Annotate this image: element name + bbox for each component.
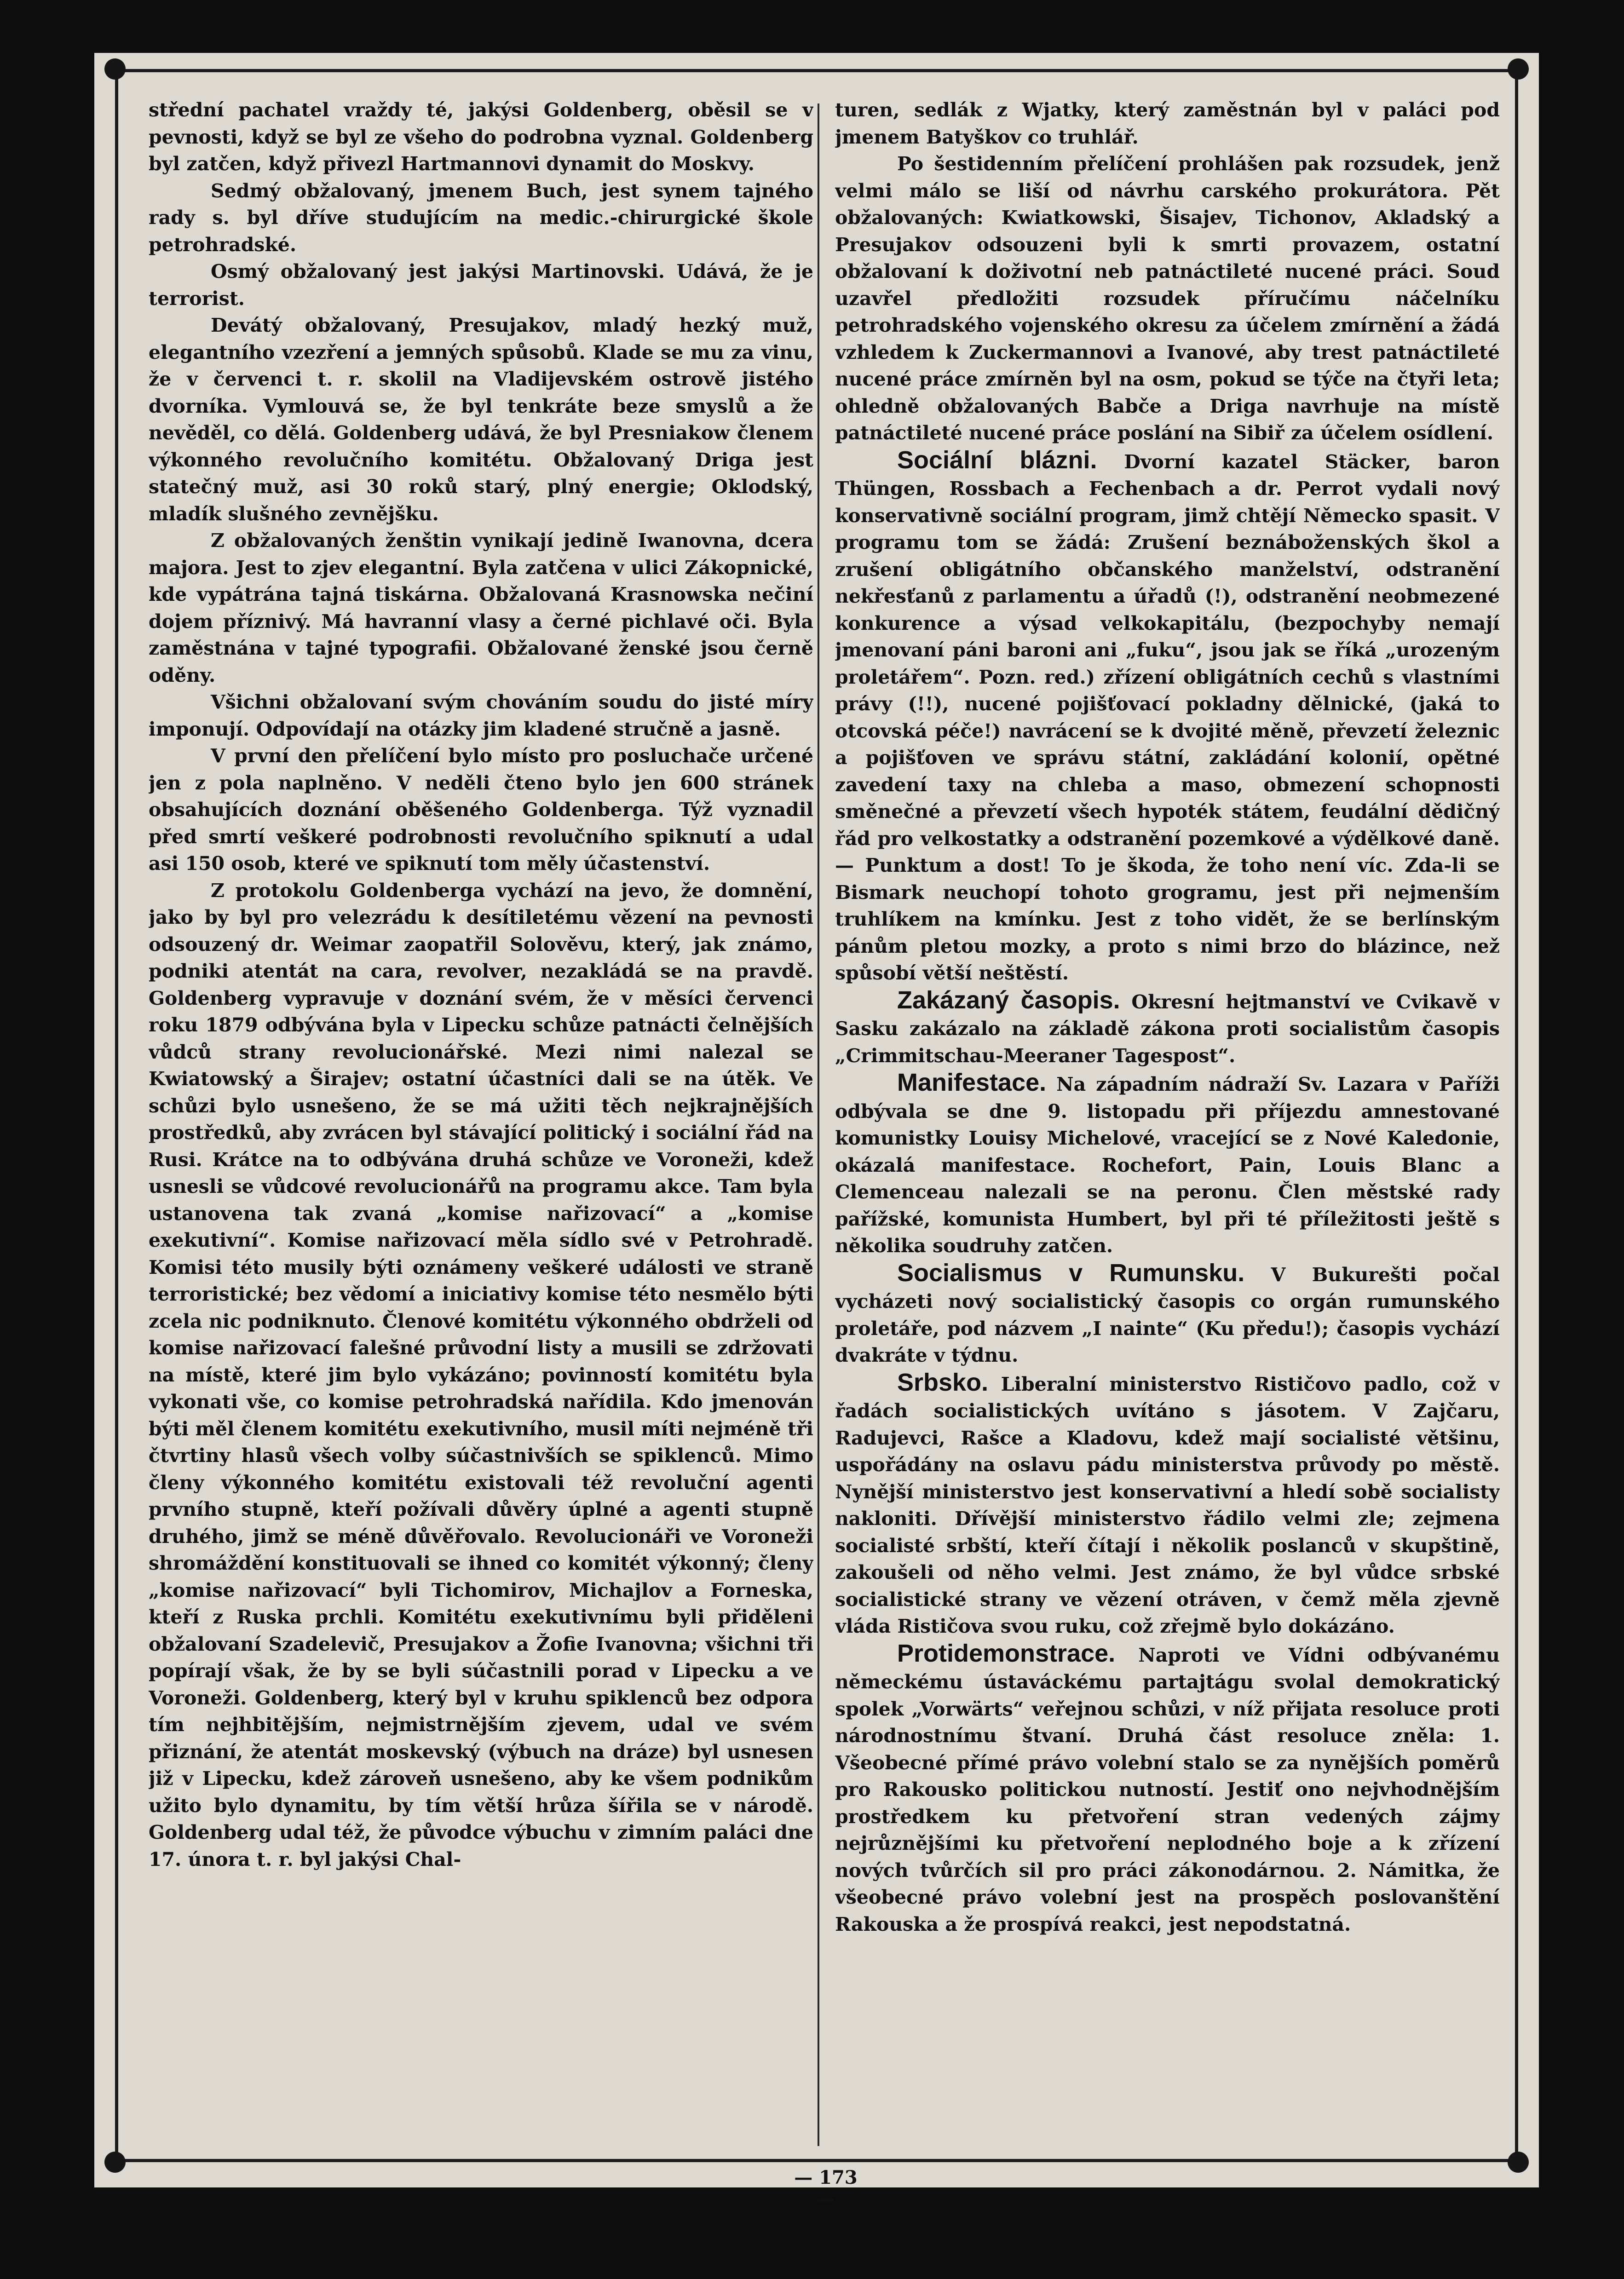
paragraph-text: Liberalní ministerstvo Rističovo padlo, což v řadách socialistických uvítáno s jásotem. V Zajčaru, Radujevci, Rašce a Kladovu, kdež mají socialisté většinu, uspořádány na oslavu pádu ministerstva průvody po městě. Nynější ministerstvo jest konservativní a hledí sobě socialisty nakloniti. Dřívější ministerstvo řádilo velmi zle; zejmena socialisté srbští, kteří čítají i několik poslanců v skupštině, zakoušeli od něho velmi. Jest známo, že byl vůdce srbské socialistické strany ve vězení otráven, v čemž měla zjevně vláda Rističova svou ruku, což zřejmě bylo dokázáno. bbox=[835, 1373, 1500, 1637]
paragraph-text: Okresní hejtmanství ve Cvikavě v Sasku zakázalo na základě zákona proti socialistům časopis „Crimmitschau-Meeraner Tagespost“. bbox=[835, 990, 1500, 1067]
article-paragraph bbox=[835, 1640, 1500, 1938]
article-paragraph bbox=[149, 97, 813, 178]
paragraph-text: V Bukurešti počal vycházeti nový socialistický časopis co orgán rumunského proletáře, pod názvem „I nainte“ (Ku předu!); časopis vychází dvakráte v týdnu. bbox=[835, 1263, 1500, 1366]
section-heading: Manifestace. bbox=[897, 1069, 1047, 1096]
paragraph-text: Po šestidenním přelíčení prohlášen pak rozsudek, jenž velmi málo se liší od návrhu carského prokurátora. Pět obžalovaných: Kwiatkowski, Šisajev, Tichonov, Akladský a Presujakov odsouzeni byli k smrti provazem, ostatní obžalovaní k doživotní neb patnáctileté nucené práci. Soud uzavřel předložiti rozsudek příručímu náčelníku petrohradského vojenského okresu za účelem zmírnění a žádá vzhledem k Zuckermannovi a Ivanové, aby trest patnáctileté nucené práce zmírněn byl na osm, pokud se týče na čtyři leta; ohledně obžalovaných Babče a Driga navrhuje na místě patnáctileté nucené práce poslání na Sibiř za účelem osídlení. bbox=[835, 153, 1500, 444]
paragraph-text: Všichni obžalovaní svým chováním soudu do jisté míry imponují. Odpovídají na otázky jim kladené stručně a jasně. bbox=[149, 691, 813, 740]
section-heading: Sociální blázni. bbox=[897, 446, 1097, 474]
paragraph-text: Devátý obžalovaný, Presujakov, mladý hezký muž, elegantního vzezření a jemných spůsobů. Klade se mu za vinu, že v červenci t. r. skolil na Vladijevském ostrově jistého dvorníka. Vymlouvá se, že byl tenkráte beze smyslů a že nevěděl, co dělá. Goldenberg udává, že byl Presniakow členem výkonného revolučního komitétu. Obžalovaný Driga jest statečný muž, asi 30 roků starý, plný energie; Oklodský, mladík slušného zevnějšku. bbox=[149, 314, 813, 525]
article-paragraph bbox=[149, 527, 813, 689]
article-paragraph bbox=[149, 312, 813, 527]
corner-ornament-top-right bbox=[1508, 58, 1529, 80]
article-paragraph bbox=[835, 987, 1500, 1070]
corner-ornament-top-left bbox=[104, 58, 126, 80]
paragraph-text: V první den přelíčení bylo místo pro posluchače určené jen z pola naplněno. V neděli čteno bylo jen 600 stránek obsahujících doznání oběšeného Goldenberga. Týž vyznadil před smrtí veškeré podrobnosti revolučního spiknutí a udal asi 150 osob, které ve spiknutí tom měly účastenství. bbox=[149, 745, 813, 875]
paragraph-text: Z obžalovaných ženštin vynikají jedině Iwanovna, dcera majora. Jest to zjev elegantní. Byla zatčena v ulici Zákopnické, kde vypátrána tajná tiskárna. Obžalovaná Krasnowska nečiní dojem příznivý. Má havranní vlasy a černé pichlavé oči. Byla zaměstnána v tajné typografii. Obžalované ženské jsou černě oděny. bbox=[149, 529, 813, 686]
left-column bbox=[149, 97, 813, 2153]
section-heading: Protidemonstrace. bbox=[897, 1639, 1116, 1667]
article-paragraph bbox=[835, 1260, 1500, 1369]
corner-ornament-bottom-left bbox=[104, 2152, 126, 2173]
article-paragraph bbox=[835, 1069, 1500, 1260]
article-paragraph bbox=[835, 150, 1500, 447]
article-paragraph bbox=[149, 877, 813, 1873]
section-heading: Socialismus v Rumunsku. bbox=[897, 1259, 1245, 1287]
section-heading: Zakázaný časopis. bbox=[897, 986, 1120, 1014]
article-paragraph bbox=[835, 1369, 1500, 1640]
newspaper-page bbox=[94, 53, 1539, 2210]
paragraph-text: Naproti ve Vídni odbývanému německému ústaváckému partajtágu svolal demokratický spolek „Vorwärts“ veřejnou schůzi, v níž přijata resoluce proti národnostnímu štvaní. Druhá část resoluce zněla: 1. Všeobecné přímé právo volební stalo se za nynějších poměrů pro Rakousko politickou nutností. Jestiť ono nejvhodnějším prostředkem ku přetvoření stran vedených zájmy nejrůznějšími ku přetvoření neplodného boje a k zřízení nových tvůrčích sil pro práci zákonodárnou. 2. Námitka, že všeobecné právo volební jest na prospěch poslovanštění Rakouska a že prospívá reakci, jest nepodstatná. bbox=[835, 1644, 1500, 1935]
paragraph-text: Dvorní kazatel Stäcker, baron Thüngen, Rossbach a Fechenbach a dr. Perrot vydali nový konservativně sociální program, jimž chtějí Německo spasit. V programu tom se žádá: Zrušení beznáboženských škol a zrušení obligátního občanského manželství, odstranění nekřesťanů z parlamentu a úřadů (!), odstranění neobmezené konkurence a výsad velkokapitálu, (bezpochyby nemají jmenovaní páni baroni ani „fuku“, jsou jak se říká „urozeným proletářem“. Pozn. red.) zřízení obligátních cechů s vlastními právy (!!), nucené pojišťovací pokladny dělnické, (jaká to otcovská péče!) navrácení se k dvojité měně, převzetí železnic a pojišťoven ve správu státní, zakládání kolonií, opětné zavedení taxy na chleba a maso, obmezení schopnosti směnečné a převzetí všech hypoték státem, feudální dědičný řád pro velkostatky a odstranění pozemkové a výdělkové daně. — Punktum a dost! To je škoda, že toho není víc. Zda-li se Bismark neuchopí tohoto grogramu, jest při nejmenším truhlíkem na kmínku. Jest z toho vidět, že se berlínským pánům pletou mozky, a proto s nimi brzo do blázince, než spůsobí větší neštěstí. bbox=[835, 450, 1500, 984]
article-paragraph bbox=[835, 97, 1500, 150]
section-heading: Srbsko. bbox=[897, 1368, 989, 1396]
corner-ornament-bottom-right bbox=[1508, 2152, 1529, 2173]
right-column bbox=[835, 97, 1500, 2153]
paragraph-text: střední pachatel vraždy té, jakýsi Goldenberg, oběsil se v pevnosti, když se byl ze všeho do podrobna vyznal. Goldenberg byl zatčen, když přivezl Hartmannovi dynamit do Moskvy. bbox=[149, 99, 813, 175]
column-divider bbox=[818, 104, 819, 2146]
paragraph-text: Osmý obžalovaný jest jakýsi Martinovski. Udává, že je terrorist. bbox=[149, 260, 813, 310]
paragraph-text: turen, sedlák z Wjatky, který zaměstnán byl v paláci pod jmenem Batyškov co truhlář. bbox=[835, 99, 1500, 148]
paragraph-text: Sedmý obžalovaný, jmenem Buch, jest synem tajného rady s. byl dříve studujícím na medic.-chirurgické škole petrohradské. bbox=[149, 179, 813, 256]
article-paragraph bbox=[835, 447, 1500, 987]
article-paragraph bbox=[149, 258, 813, 312]
paragraph-text: Z protokolu Goldenberga vychází na jevo, že domnění, jako by byl pro velezrádu k desítiletému vězení na pevnosti odsouzený dr. Weimar zaopatřil Solověvu, který, jak známo, podniki atentát na cara, revolver, nezakládá se na pravdě. Goldenberg vypravuje v doznání svém, že v měsíci červenci roku 1879 odbývána byla v Lipecku schůze patnácti čelnějších vůdců strany revolucionářské. Mezi nimi nalezal se Kwiatowský a Širajev; ostatní účastníci dali se na útěk. Ve schůzi bylo usnešeno, že se má užiti těch nejkrajnějších prostředků, aby zvrácen byl stávající politický i sociální řád na Rusi. Krátce na to odbývána druhá schůze ve Voroneži, kdež usnesli se vůdcové revolucionářů na programu akce. Tam byla ustanovena tak zvaná „komise nařizovací“ a „komise exekutivní“. Komise nařizovací měla sídlo své v Petrohradě. Komisi této musily býti oznámeny veškeré události ve straně terroristické; bez vědomí a iniciativy komise této nesmělo býti zcela nic podniknuto. Členové komitétu výkonného obdrželi od komise nařizovací falešné průvodní listy a musili se zdržovati na místě, které jim bylo vykázáno; povinností komitétu byla vykonati vše, co komise petrohradská nařídila. Kdo jmenován býti měl členem komitétu exekutivního, musil míti nejméně tři čtvrtiny hlasů všech volby súčastnivších se spiklenců. Mimo členy výkonného komitétu existovali též revoluční agenti prvního stupně, kteří požívali důvěry úplné a agenti stupně druhého, jimž se méně důvěřovalo. Revolucionáři ve Voroneži shromáždění konstituovali se ihned co komitét výkonný; členy „komise nařizovací“ byli Tichomirov, Michajlov a Forneska, kteří z Ruska prchli. Komitétu exekutivnímu byli přiděleni obžalovaní Szadelevič, Presujakov a Žofie Ivanovna; všichni tři popírají však, že by se byli súčastnili porad v Lipecku a ve Voroneži. Goldenberg, který byl v kruhu spiklenců bez odpora tím nejhbitějším, nejmistrnějším zjevem, udal ve svém přiznání, že atentát moskevský (výbuch na dráze) byl usnesen již v Lipecku, kdež zároveň usnešeno, aby ke všem podnikům užito bylo dynamitu, by tím větší hrůza šířila se v národě. Goldenberg udal též, že původce výbuchu v zimním paláci dne 17. února t. r. byl jakýsi Chal- bbox=[149, 879, 813, 1870]
paragraph-text: Na západním nádraží Sv. Lazara v Paříži odbývala se dne 9. listopadu při příjezdu amnestované komunistky Louisy Michelové, vracející se z Nové Kaledonie, okázalá manifestace. Rochefort, Pain, Louis Blanc a Clemenceau nalezali se na peronu. Člen městské rady pařížské, komunista Humbert, byl při té příležitosti ještě s několika soudruhy zatčen. bbox=[835, 1073, 1500, 1257]
article-paragraph bbox=[149, 178, 813, 259]
article-paragraph bbox=[149, 689, 813, 742]
page-number: — 173 — bbox=[794, 2167, 858, 2210]
article-paragraph bbox=[149, 742, 813, 877]
